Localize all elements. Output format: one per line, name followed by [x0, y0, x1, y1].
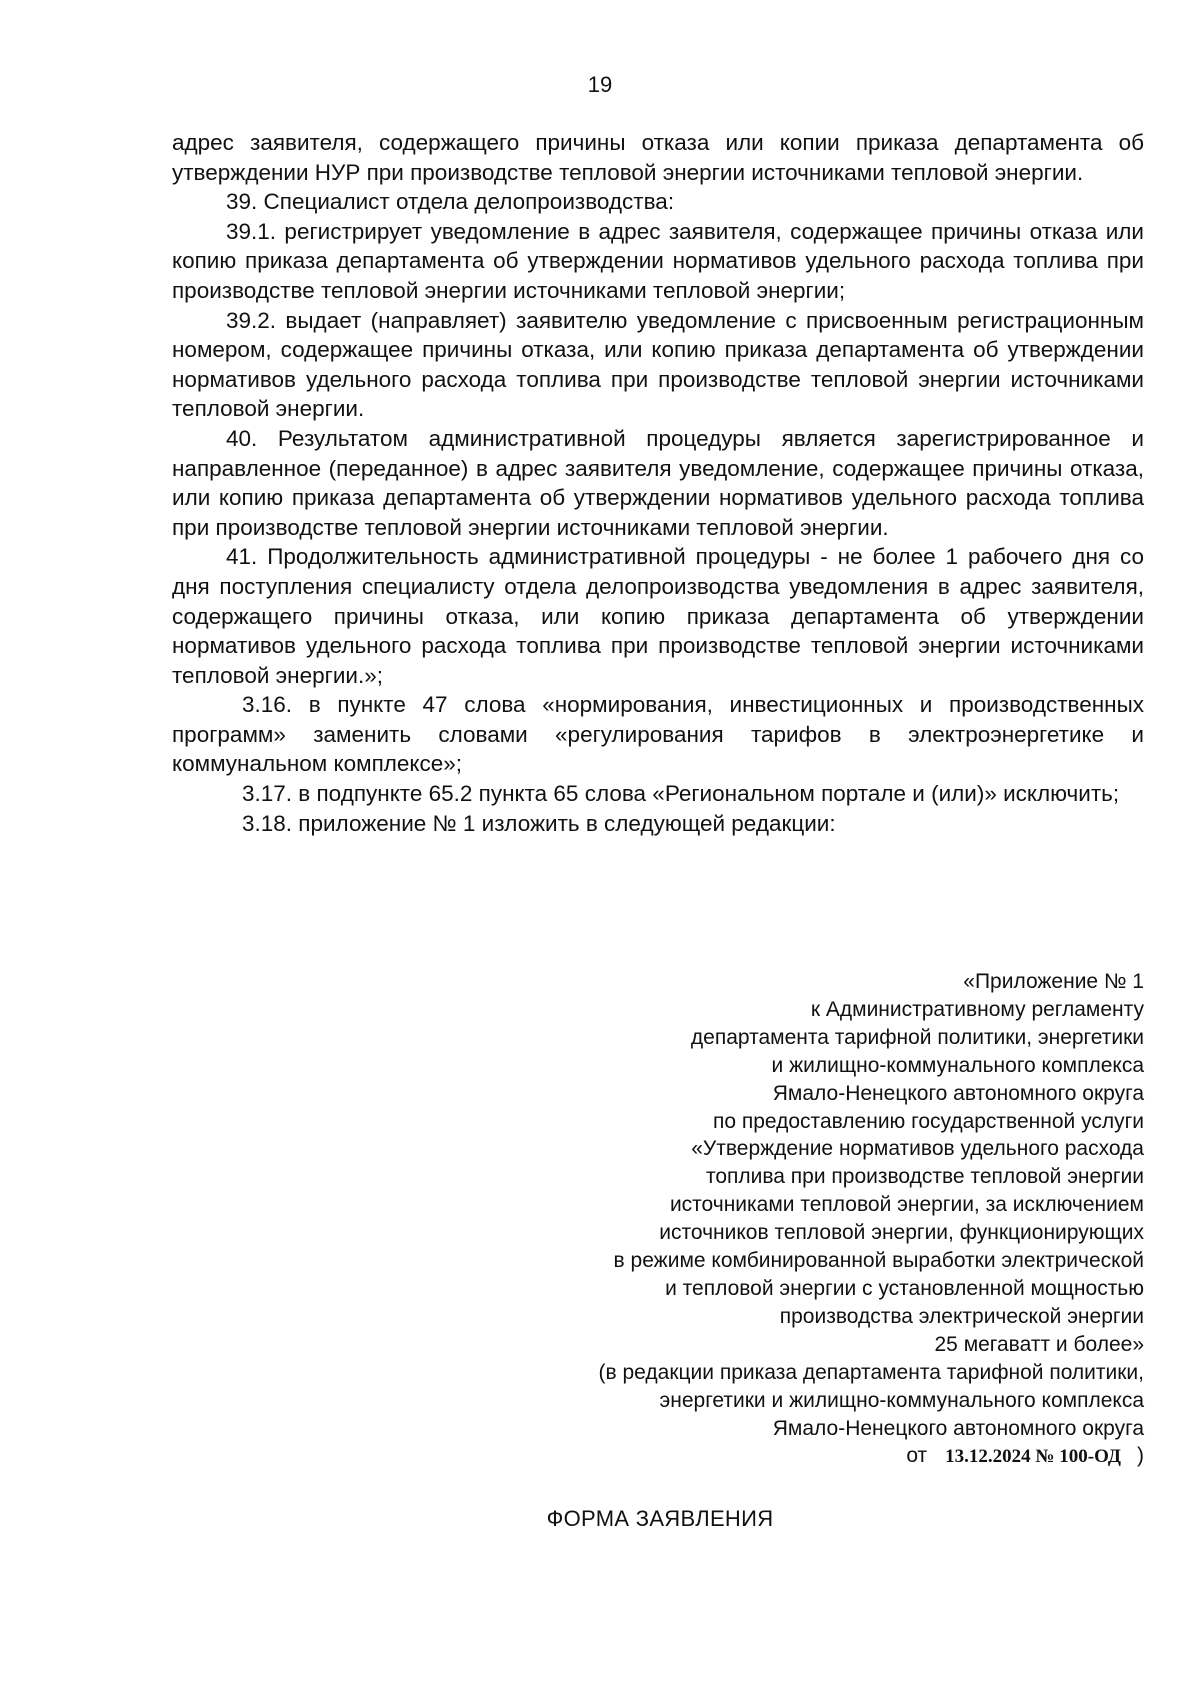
- appendix-line: к Административному регламенту: [810, 997, 1144, 1021]
- appendix-line: Ямало-Ненецкого автономного округа: [772, 1081, 1144, 1105]
- date-close-paren: ): [1137, 1444, 1144, 1468]
- appendix-line: департамента тарифной политики, энергетики: [690, 1025, 1144, 1049]
- paragraph-3-17: 3.17. в подпункте 65.2 пункта 65 слова «Региональном портале и (или)» исключить;: [242, 781, 1120, 807]
- paragraph-40: 40. Результатом административной процедуры является зарегистрированное и направленное (переданное) в адрес заявителя уведомление, содержащее причины отказа, или копию приказа департамента об утверждении нормативов удельного расхода топлива при производстве тепловой энергии источниками тепловой энергии.: [172, 425, 1144, 540]
- paragraph-3-16: 3.16. в пункте 47 слова «нормирования, инвестиционных и производственных программ» заменить словами «регулирования тарифов в электроэнергетике и коммунальном комплексе»;: [172, 692, 1144, 777]
- paragraph-41: 41. Продолжительность административной процедуры - не более 1 рабочего дня со дня поступления специалисту отдела делопроизводства уведомления в адрес заявителя, содержащего причины отказа, или копию приказа департамента об утверждении нормативов удельного расхода топлива при производстве тепловой энергии источниками тепловой энергии.»;: [172, 544, 1144, 688]
- order-date-stamp: 13.12.2024 № 100-ОД: [945, 1446, 1121, 1468]
- appendix-line: «Приложение № 1: [963, 970, 1144, 993]
- form-title: ФОРМА ЗАЯВЛЕНИЯ: [546, 1506, 774, 1531]
- paragraph-39: 39. Специалист отдела делопроизводства:: [226, 189, 675, 215]
- page-number: 19: [587, 72, 613, 97]
- paragraph-39-1: 39.1. регистрирует уведомление в адрес заявителя, содержащее причины отказа или копию приказа департамента об утверждении нормативов удельного расхода топлива при производстве тепловой энергии источниками тепловой энергии;: [172, 218, 1144, 303]
- appendix-line: Ямало-Ненецкого автономного округа: [772, 1416, 1144, 1440]
- appendix-line: энергетики и жилищно-коммунального комплекса: [659, 1388, 1144, 1412]
- paragraph-39-2: 39.2. выдает (направляет) заявителю уведомление с присвоенным регистрационным номером, содержащее причины отказа, или копию приказа департамента об утверждении нормативов удельного расхода топлива при производстве тепловой энергии источниками тепловой энергии.: [172, 307, 1144, 422]
- appendix-header: [384, 968, 1144, 1471]
- appendix-line: 25 мегаватт и более»: [934, 1332, 1144, 1356]
- appendix-line: и жилищно-коммунального комплекса: [771, 1053, 1144, 1077]
- body-text: [172, 128, 1144, 838]
- appendix-line: источников тепловой энергии, функционирующих: [659, 1221, 1144, 1245]
- date-prefix: от: [906, 1444, 928, 1468]
- appendix-line: (в редакции приказа департамента тарифной политики,: [598, 1360, 1144, 1384]
- order-date-line: [384, 1442, 1144, 1471]
- appendix-line: топлива при производстве тепловой энергии: [705, 1165, 1144, 1189]
- appendix-line: и тепловой энергии с установленной мощностью: [665, 1276, 1144, 1300]
- appendix-line: «Утверждение нормативов удельного расхода: [691, 1137, 1144, 1161]
- paragraph-3-18: 3.18. приложение № 1 изложить в следующей редакции:: [242, 810, 836, 836]
- appendix-line: в режиме комбинированной выработки электрической: [613, 1249, 1144, 1273]
- appendix-line: по предоставлению государственной услуги: [712, 1109, 1144, 1133]
- appendix-line: производства электрической энергии: [779, 1304, 1144, 1328]
- paragraph-continuation: адрес заявителя, содержащего причины отказа или копии приказа департамента об утверждении НУР при производстве тепловой энергии источниками тепловой энергии.: [172, 130, 1144, 185]
- appendix-line: источниками тепловой энергии, за исключением: [669, 1193, 1144, 1217]
